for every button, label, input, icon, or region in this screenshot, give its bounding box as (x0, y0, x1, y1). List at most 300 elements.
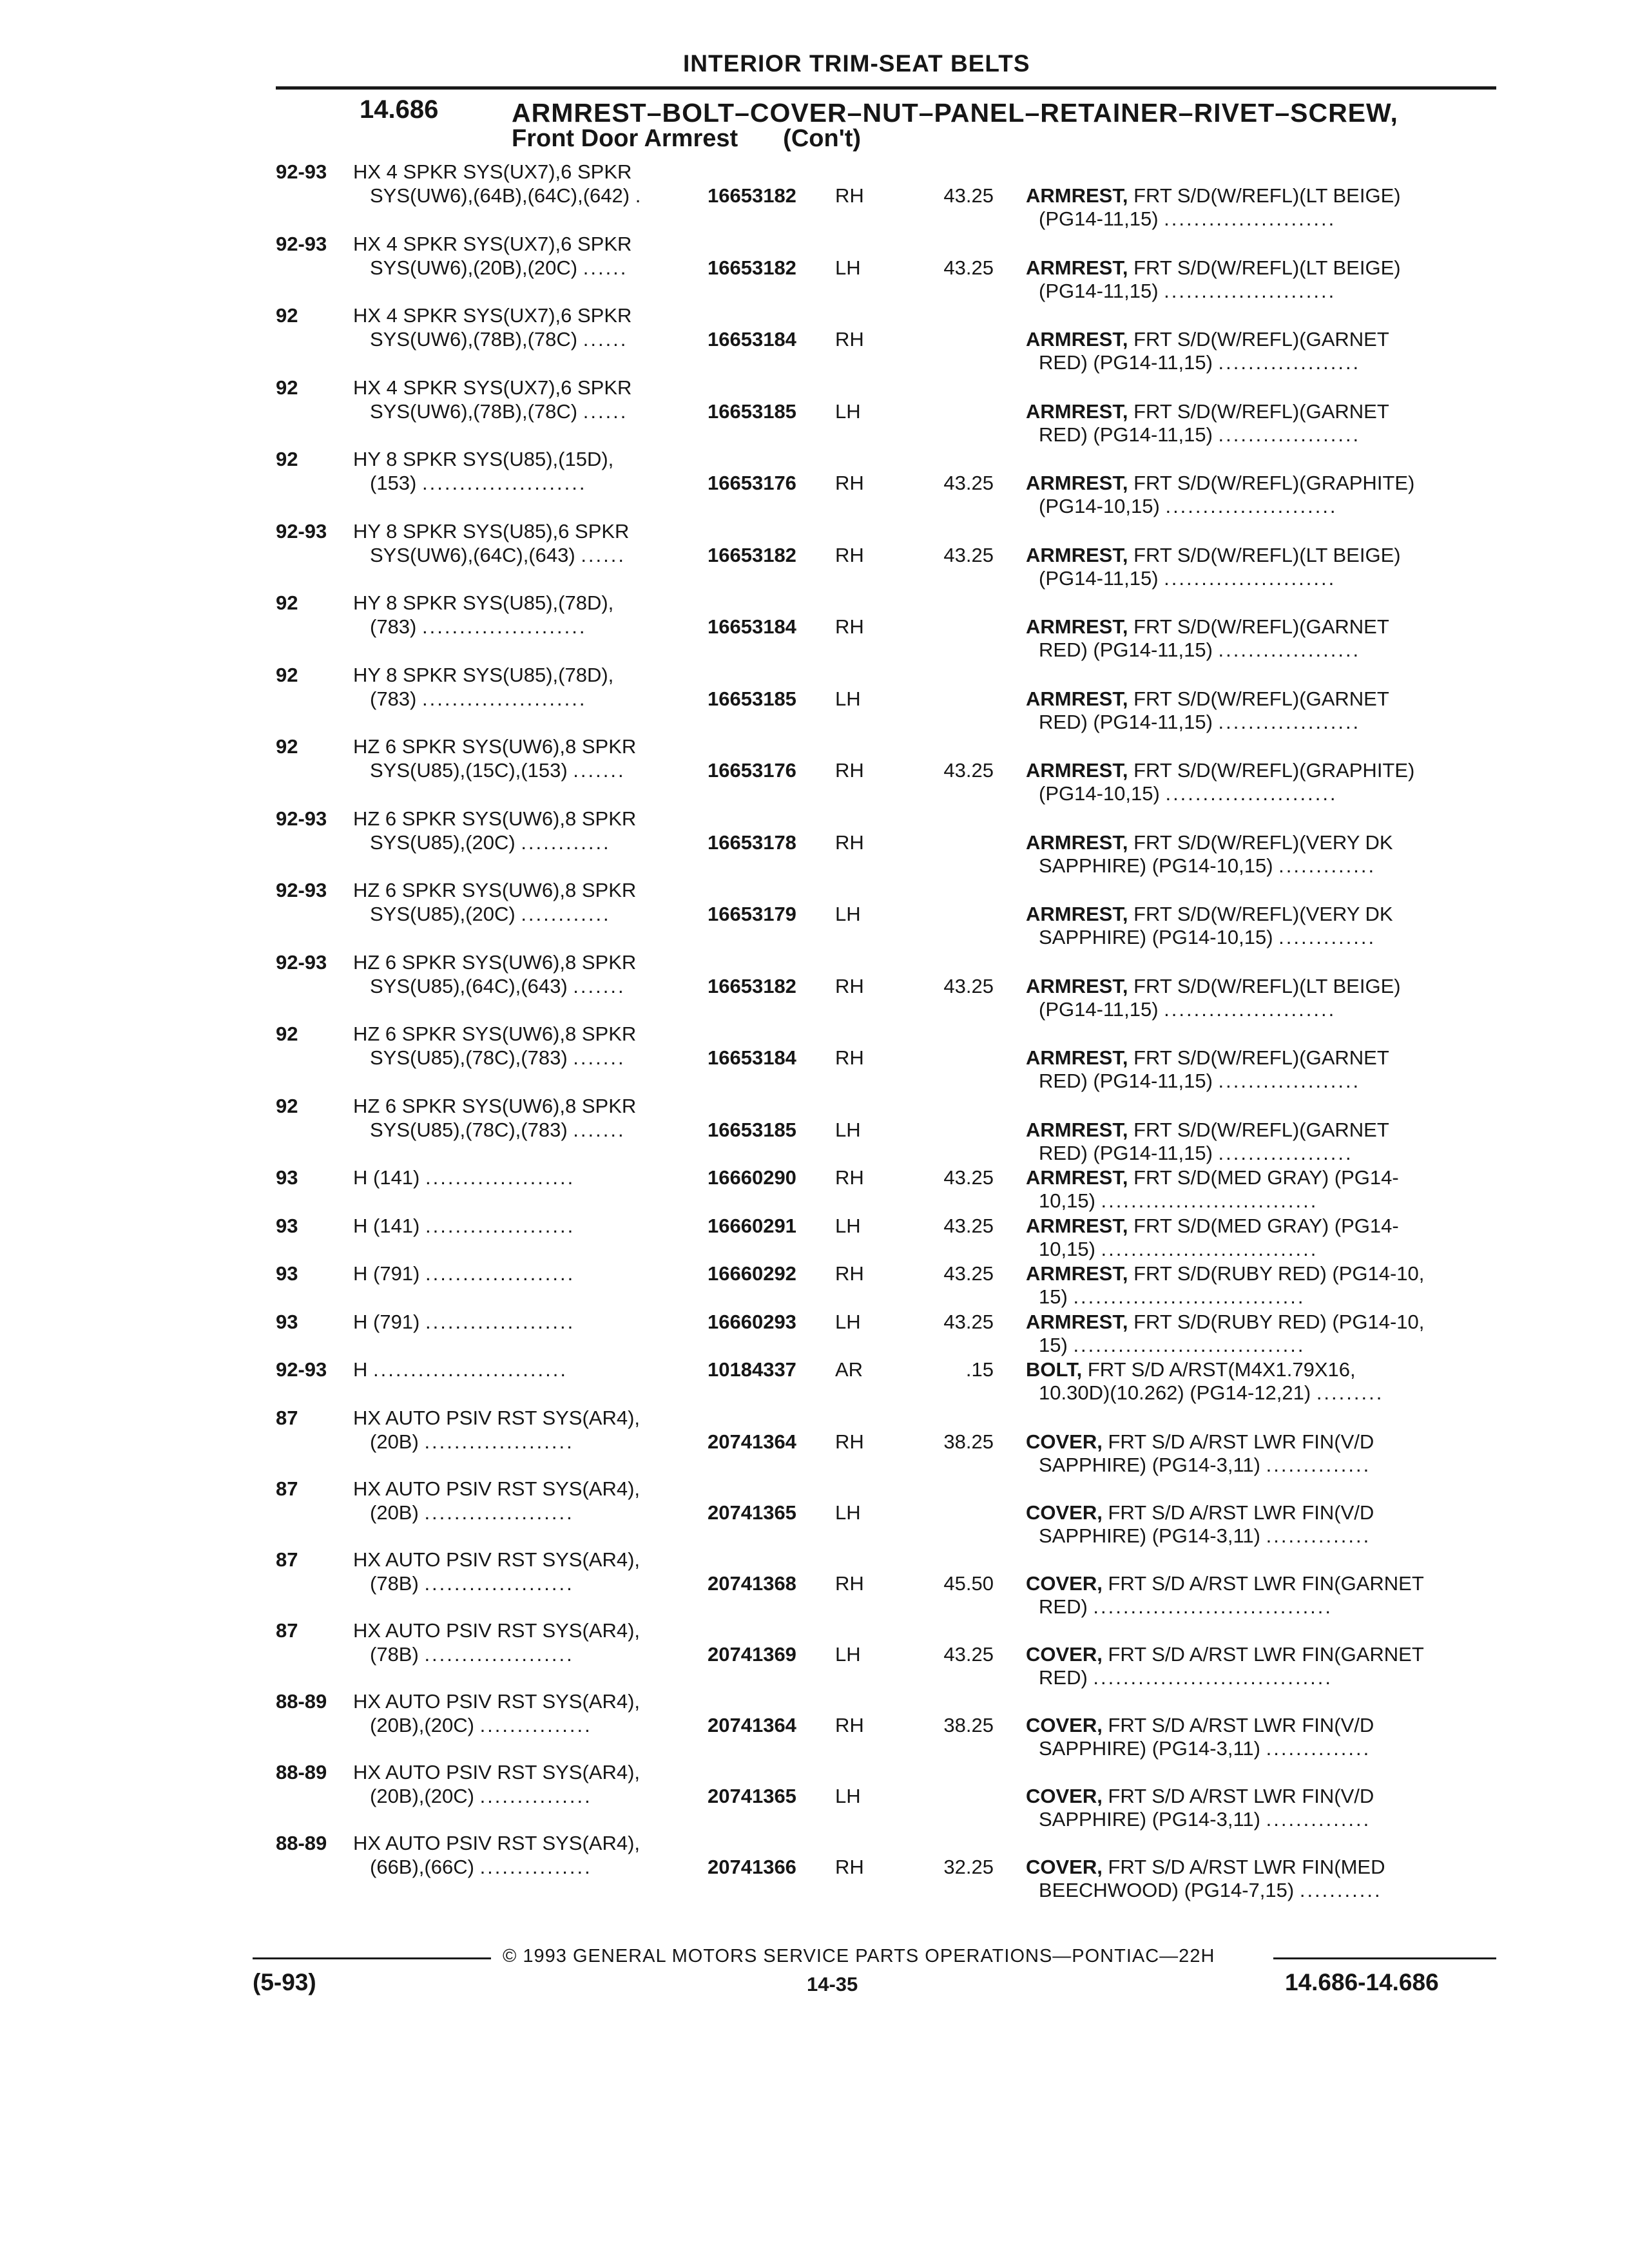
entry-description-text: H (141) (353, 1214, 420, 1237)
entry-year: 92-93 (276, 950, 327, 974)
entry-part-name-line1 (1026, 543, 1401, 567)
entry-year: 87 (276, 1619, 298, 1642)
entry-part-name-line2 (1039, 1666, 1333, 1689)
leader-dots: ....... (573, 974, 626, 997)
entry-side: LH (835, 1784, 861, 1807)
entry-part-name-line2 (1039, 1878, 1382, 1902)
entry-quantity: 43.25 (943, 184, 994, 207)
entry-description-line2 (370, 1430, 574, 1454)
entry-side: RH (835, 184, 864, 207)
entry-part-spec: FRT S/D(W/REFL)(VERY DK (1128, 903, 1393, 925)
entry-part-number: 16653182 (708, 543, 796, 566)
leader-dots: . (635, 184, 643, 207)
entry-part-name-line1 (1026, 1046, 1389, 1070)
entry-part-name: ARMREST, (1026, 1214, 1128, 1237)
entry-description-text: (783) (370, 687, 417, 710)
leader-dots: ....................... (1164, 997, 1336, 1021)
entry-side: LH (835, 1642, 861, 1666)
entry-description-text: HY 8 SPKR SYS(U85),(78D), (353, 591, 614, 614)
entry-year: 88-89 (276, 1760, 327, 1783)
entry-description-line1 (353, 878, 636, 902)
entry-part-number: 16653184 (708, 615, 796, 638)
entry-description-line2 (370, 1571, 574, 1595)
entry-description-line1 (353, 1094, 636, 1118)
entry-description-line1 (353, 1406, 640, 1430)
entry-side: LH (835, 1214, 861, 1237)
entry-part-spec-cont: (PG14-11,15) (1039, 207, 1159, 230)
entry-part-number: 20741364 (708, 1430, 796, 1453)
section-subtitle-continued: (Con't) (783, 125, 862, 152)
entry-description-text: HZ 6 SPKR SYS(UW6),8 SPKR (353, 1023, 637, 1045)
entry-quantity: 38.25 (943, 1430, 994, 1453)
entry-part-spec-cont: RED) (PG14-11,15) (1039, 639, 1213, 661)
entry-description-text: SYS(UW6),(20B),(20C) (370, 256, 578, 279)
entry-year: 92-93 (276, 519, 327, 543)
entry-description-line2 (370, 399, 628, 423)
entry-part-spec-cont: RED) (PG14-11,15) (1039, 351, 1213, 374)
entry-year: 93 (276, 1214, 298, 1237)
entry-part-spec: FRT S/D A/RST LWR FIN(V/D (1102, 1430, 1374, 1453)
leader-dots: ...... (581, 543, 626, 566)
entry-part-name-line1 (1026, 758, 1414, 782)
leader-dots: ...... (583, 256, 628, 279)
entry-description-line1 (353, 1166, 575, 1189)
footer-section-range: 14.686-14.686 (1285, 1969, 1439, 1995)
leader-dots: ...... (583, 399, 628, 423)
entry-description-text: SYS(U85),(20C) (370, 903, 516, 925)
entry-quantity: 32.25 (943, 1855, 994, 1878)
entry-description-line1 (353, 160, 631, 184)
entry-part-name: ARMREST, (1026, 543, 1128, 566)
entry-part-name: ARMREST, (1026, 903, 1128, 925)
entry-side: RH (835, 543, 864, 566)
entry-part-name-line2 (1039, 1807, 1371, 1831)
entry-part-name: ARMREST, (1026, 1310, 1128, 1333)
leader-dots: ............... (479, 1784, 592, 1807)
entry-part-name-line2 (1039, 782, 1338, 805)
entry-description-line2 (370, 687, 586, 711)
entry-description-line2 (370, 471, 586, 495)
entry-description-text: H (141) (353, 1166, 420, 1189)
entry-description-text: SYS(U85),(78C),(783) (370, 1046, 568, 1069)
entry-part-spec-cont: 15) (1039, 1285, 1068, 1308)
entry-part-number: 20741365 (708, 1501, 796, 1524)
entry-year: 92-93 (276, 879, 327, 901)
entry-part-name: ARMREST, (1026, 759, 1128, 782)
entry-part-spec: FRT S/D(W/REFL)(GARNET (1128, 399, 1389, 423)
entry-description-line2 (370, 1501, 574, 1524)
leader-dots: .................... (425, 1214, 575, 1237)
entry-part-name-line1 (1026, 1713, 1374, 1737)
entry-description-line2 (370, 902, 611, 926)
entry-part-spec-cont: RED) (1039, 1595, 1088, 1618)
entry-description-text: HX 4 SPKR SYS(UX7),6 SPKR (353, 232, 632, 255)
entry-part-number: 16653185 (708, 687, 796, 710)
entry-part-number: 16653185 (708, 1118, 796, 1141)
entry-part-spec: FRT S/D(W/REFL)(GARNET (1128, 615, 1389, 638)
entry-description-text: HZ 6 SPKR SYS(UW6),8 SPKR (353, 1094, 637, 1117)
entry-part-name-line2 (1039, 566, 1336, 590)
entry-part-name-line2 (1039, 710, 1360, 734)
entry-part-name: ARMREST, (1026, 687, 1128, 710)
leader-dots: ....................... (1164, 566, 1336, 590)
leader-dots: .............. (1266, 1524, 1371, 1547)
entry-part-name: COVER, (1026, 1501, 1103, 1524)
entry-year: 92 (276, 591, 298, 614)
leader-dots: .................... (424, 1501, 574, 1524)
entry-part-name-line1 (1026, 974, 1401, 998)
entry-part-name-line1 (1026, 1358, 1356, 1381)
entry-part-number: 20741364 (708, 1713, 796, 1736)
entry-side: RH (835, 1430, 864, 1453)
entry-part-number: 16653182 (708, 974, 796, 997)
entry-part-spec-cont: (PG14-10,15) (1039, 782, 1160, 805)
entry-part-spec: FRT S/D(W/REFL)(GRAPHITE) (1128, 472, 1415, 494)
entry-part-name-line2 (1039, 1524, 1371, 1548)
entry-description-text: HY 8 SPKR SYS(U85),6 SPKR (353, 519, 630, 543)
entry-part-spec-cont: 10.30D)(10.262) (PG14-12,21) (1039, 1381, 1311, 1404)
entry-quantity: 43.25 (943, 974, 994, 997)
footer-rule-left (253, 1957, 491, 1959)
entry-part-spec: FRT S/D(W/REFL)(LT BEIGE) (1128, 543, 1401, 566)
entry-year: 93 (276, 1166, 298, 1189)
entry-part-number: 16660290 (708, 1166, 796, 1189)
entry-part-number: 20741368 (708, 1571, 796, 1595)
entry-description-line2 (370, 543, 626, 567)
entry-part-name-line1 (1026, 1855, 1385, 1879)
entry-part-name-line2 (1039, 423, 1360, 447)
entry-description-line2 (370, 256, 628, 280)
entry-part-name-line2 (1039, 997, 1336, 1021)
entry-part-number: 16653182 (708, 184, 796, 207)
entry-part-spec: FRT S/D(RUBY RED) (PG14-10, (1128, 1262, 1425, 1285)
entry-description-text: HX AUTO PSIV RST SYS(AR4), (353, 1831, 641, 1854)
entry-side: RH (835, 974, 864, 997)
entry-part-spec: FRT S/D(W/REFL)(GARNET (1128, 328, 1389, 351)
entry-side: RH (835, 1262, 864, 1285)
entry-part-spec-cont: (PG14-11,15) (1039, 279, 1159, 302)
entry-part-spec-cont: RED) (PG14-11,15) (1039, 423, 1213, 446)
entry-description-line2 (370, 974, 626, 998)
entry-part-spec-cont: 15) (1039, 1333, 1068, 1356)
entry-description-text: HY 8 SPKR SYS(U85),(78D), (353, 663, 614, 686)
entry-side: RH (835, 1855, 864, 1878)
entry-part-number: 16653176 (708, 472, 796, 494)
footer-page-number: 14-35 (807, 1973, 858, 1995)
entry-part-name-line1 (1026, 1430, 1374, 1454)
leader-dots: ......... (1316, 1381, 1384, 1404)
entry-part-name-line2 (1039, 1189, 1318, 1213)
leader-dots: ............. (1278, 926, 1376, 948)
entry-part-name: ARMREST, (1026, 328, 1128, 351)
entry-part-name-line2 (1039, 925, 1376, 949)
entry-part-spec: FRT S/D(W/REFL)(GARNET (1128, 1046, 1389, 1069)
entry-part-number: 20741369 (708, 1642, 796, 1666)
leader-dots: .................... (424, 1642, 574, 1666)
entry-part-name-line1 (1026, 1642, 1424, 1666)
entry-quantity: 38.25 (943, 1713, 994, 1736)
entry-part-spec: FRT S/D(RUBY RED) (PG14-10, (1128, 1310, 1425, 1333)
entry-part-name-line1 (1026, 1214, 1399, 1238)
entry-part-spec-cont: (PG14-11,15) (1039, 997, 1159, 1021)
entry-part-name: ARMREST, (1026, 1046, 1128, 1069)
entry-description-text: SYS(UW6),(78B),(78C) (370, 328, 578, 351)
leader-dots: ....... (573, 1046, 626, 1069)
entry-part-name-line1 (1026, 184, 1401, 207)
footer-copyright: © 1993 GENERAL MOTORS SERVICE PARTS OPERATIONS—PONTIAC—22H (503, 1946, 1215, 1966)
entry-description-line1 (353, 1548, 640, 1571)
entry-part-name: ARMREST, (1026, 1166, 1128, 1189)
entry-description-text: SYS(UW6),(64C),(643) (370, 543, 575, 566)
entry-part-name-line1 (1026, 1262, 1424, 1285)
entry-part-name-line2 (1039, 854, 1376, 878)
leader-dots: .................. (1218, 1141, 1353, 1164)
entry-description-text: HX AUTO PSIV RST SYS(AR4), (353, 1477, 641, 1500)
entry-part-spec-cont: RED) (1039, 1666, 1088, 1689)
entry-part-name: COVER, (1026, 1855, 1103, 1878)
entry-year: 92-93 (276, 160, 327, 183)
footer-date-code: (5-93) (253, 1969, 316, 1995)
entry-description-line2 (370, 1118, 626, 1142)
leader-dots: .................... (425, 1166, 575, 1189)
entry-part-spec: FRT S/D A/RST LWR FIN(V/D (1102, 1713, 1374, 1736)
entry-description-line1 (353, 1619, 640, 1642)
entry-part-spec-cont: SAPPHIRE) (PG14-10,15) (1039, 926, 1273, 948)
entry-description-text: (78B) (370, 1642, 419, 1666)
entry-part-name-line2 (1039, 1453, 1371, 1477)
entry-part-name: COVER, (1026, 1784, 1103, 1807)
entry-side: LH (835, 1118, 861, 1141)
entry-part-spec-cont: (PG14-10,15) (1039, 495, 1160, 517)
entry-part-spec-cont: SAPPHIRE) (PG14-3,11) (1039, 1807, 1260, 1831)
entry-description-line1 (353, 1760, 640, 1784)
leader-dots: .............. (1266, 1453, 1371, 1476)
entry-part-name-line1 (1026, 1166, 1399, 1189)
entry-description-text: (20B) (370, 1430, 419, 1453)
entry-part-spec-cont: (PG14-11,15) (1039, 566, 1159, 590)
entry-description-line2 (370, 1784, 592, 1808)
entry-part-name: COVER, (1026, 1430, 1103, 1453)
leader-dots: ...................... (422, 472, 587, 494)
entry-description-text: HZ 6 SPKR SYS(UW6),8 SPKR (353, 950, 637, 974)
entry-description-line1 (353, 1689, 640, 1713)
entry-side: RH (835, 759, 864, 782)
entry-description-line1 (353, 1214, 575, 1238)
leader-dots: ....................... (1165, 782, 1338, 805)
entry-description-text: HX 4 SPKR SYS(UX7),6 SPKR (353, 304, 632, 327)
entry-part-name-line2 (1039, 1285, 1305, 1309)
entry-part-number: 20741365 (708, 1784, 796, 1807)
entry-part-name-line1 (1026, 687, 1389, 711)
entry-part-spec: FRT S/D(W/REFL)(GARNET (1128, 1118, 1389, 1141)
leader-dots: ....... (573, 1118, 626, 1141)
entry-part-name-line2 (1039, 1595, 1333, 1619)
entry-part-spec-cont: SAPPHIRE) (PG14-10,15) (1039, 854, 1273, 877)
entry-part-name-line1 (1026, 1784, 1374, 1808)
entry-part-name: ARMREST, (1026, 184, 1128, 207)
entry-description-line1 (353, 376, 631, 399)
leader-dots: .............. (1266, 1736, 1371, 1760)
entry-part-spec: FRT S/D(W/REFL)(LT BEIGE) (1128, 256, 1401, 279)
leader-dots: ...... (583, 328, 628, 351)
entry-year: 87 (276, 1548, 298, 1571)
leader-dots: ............................. (1101, 1189, 1318, 1212)
entry-year: 92 (276, 735, 298, 758)
footer-rule-right (1273, 1957, 1496, 1959)
entry-part-spec: FRT S/D A/RST(M4X1.79X16, (1082, 1358, 1356, 1381)
entry-side: RH (835, 831, 864, 854)
entry-quantity: 43.25 (943, 256, 994, 279)
entry-description-line2 (370, 1642, 574, 1666)
entry-part-name-line2 (1039, 638, 1360, 662)
entry-part-name-line1 (1026, 1310, 1424, 1334)
entry-description-line2 (370, 758, 626, 782)
leader-dots: ............ (521, 831, 611, 854)
entry-part-name-line1 (1026, 327, 1389, 351)
entry-side: AR (835, 1358, 863, 1381)
entry-side: LH (835, 1501, 861, 1524)
entry-side: RH (835, 1713, 864, 1736)
leader-dots: ....... (573, 759, 626, 782)
entry-quantity: 43.25 (943, 759, 994, 782)
leader-dots: ...................... (422, 687, 587, 710)
entry-description-line1 (353, 735, 636, 758)
leader-dots: ....................... (1165, 495, 1338, 517)
leader-dots: .................... (425, 1262, 575, 1285)
leader-dots: ............... (479, 1855, 592, 1878)
entry-description-text: H (791) (353, 1310, 420, 1333)
entry-part-number: 16653185 (708, 399, 796, 423)
entry-part-name: COVER, (1026, 1642, 1103, 1666)
entry-description-line2 (370, 184, 642, 207)
entry-description-line2 (370, 831, 611, 854)
entry-year: 92 (276, 663, 298, 686)
entry-part-name-line2 (1039, 351, 1360, 374)
entry-part-number: 16653184 (708, 328, 796, 351)
entry-side: RH (835, 1571, 864, 1595)
entry-description-line1 (353, 232, 631, 256)
header-rule (276, 86, 1496, 90)
section-number: 14.686 (360, 95, 439, 124)
entry-part-spec: FRT S/D A/RST LWR FIN(V/D (1102, 1501, 1374, 1524)
entry-part-name: ARMREST, (1026, 399, 1128, 423)
entry-description-text: SYS(U85),(20C) (370, 831, 516, 854)
entry-part-spec-cont: RED) (PG14-11,15) (1039, 1141, 1213, 1164)
leader-dots: ................... (1218, 423, 1361, 446)
entry-description-text: SYS(UW6),(64B),(64C),(642) (370, 184, 630, 207)
entry-description-text: HZ 6 SPKR SYS(UW6),8 SPKR (353, 879, 637, 901)
entry-side: LH (835, 903, 861, 925)
leader-dots: .............. (1266, 1807, 1371, 1831)
entry-part-name-line1 (1026, 256, 1401, 280)
entry-part-spec-cont: RED) (PG14-11,15) (1039, 1070, 1213, 1092)
entry-part-number: 16653179 (708, 903, 796, 925)
entry-part-name-line1 (1026, 1118, 1389, 1142)
entry-part-name-line1 (1026, 615, 1389, 639)
entry-quantity: 43.25 (943, 1166, 994, 1189)
entry-quantity: .15 (965, 1358, 994, 1381)
leader-dots: .................... (424, 1430, 574, 1453)
entry-part-spec-cont: RED) (PG14-11,15) (1039, 710, 1213, 733)
entry-quantity: 43.25 (943, 1642, 994, 1666)
leader-dots: ....................... (1164, 279, 1336, 302)
entry-description-text: HX AUTO PSIV RST SYS(AR4), (353, 1619, 641, 1642)
leader-dots: ............. (1278, 854, 1376, 877)
entry-quantity: 43.25 (943, 1262, 994, 1285)
entry-description-line1 (353, 1358, 568, 1381)
entry-description-text: SYS(U85),(64C),(643) (370, 974, 568, 997)
entry-side: LH (835, 687, 861, 710)
page-header-title: INTERIOR TRIM-SEAT BELTS (683, 50, 1030, 77)
entry-part-name: ARMREST, (1026, 615, 1128, 638)
entry-part-spec-cont: SAPPHIRE) (PG14-3,11) (1039, 1524, 1260, 1547)
entry-description-line1 (353, 1022, 636, 1046)
entry-year: 92 (276, 1023, 298, 1045)
entry-part-name-line2 (1039, 1141, 1353, 1165)
entry-description-line2 (370, 1713, 592, 1737)
entry-description-text: HX AUTO PSIV RST SYS(AR4), (353, 1406, 641, 1429)
leader-dots: ................................ (1093, 1595, 1333, 1618)
entry-part-number: 16660292 (708, 1262, 796, 1285)
entry-description-text: SYS(U85),(78C),(783) (370, 1118, 568, 1141)
entry-part-number: 16660293 (708, 1310, 796, 1333)
entry-year: 92 (276, 304, 298, 327)
entry-part-name: COVER, (1026, 1713, 1103, 1736)
entry-description-text: HZ 6 SPKR SYS(UW6),8 SPKR (353, 735, 637, 758)
entry-description-line2 (370, 615, 586, 639)
entry-description-line2 (370, 1046, 626, 1070)
entry-part-number: 10184337 (708, 1358, 796, 1381)
entry-part-number: 16660291 (708, 1214, 796, 1237)
entry-description-text: (20B),(20C) (370, 1784, 474, 1807)
entry-year: 93 (276, 1262, 298, 1285)
entry-part-name-line2 (1039, 207, 1336, 231)
entry-part-spec-cont: SAPPHIRE) (PG14-3,11) (1039, 1736, 1260, 1760)
leader-dots: ................... (1218, 351, 1361, 374)
entry-quantity: 43.25 (943, 472, 994, 494)
entry-part-number: 16653176 (708, 759, 796, 782)
entry-description-text: HX AUTO PSIV RST SYS(AR4), (353, 1689, 641, 1713)
entry-part-spec-cont: BEECHWOOD) (PG14-7,15) (1039, 1878, 1295, 1901)
entry-description-text: SYS(UW6),(78B),(78C) (370, 399, 578, 423)
entry-description-text: HX 4 SPKR SYS(UX7),6 SPKR (353, 376, 632, 399)
entry-part-number: 16653184 (708, 1046, 796, 1069)
entry-side: LH (835, 256, 861, 279)
entry-part-number: 16653182 (708, 256, 796, 279)
entry-part-spec: FRT S/D(MED GRAY) (PG14- (1128, 1166, 1399, 1189)
entry-part-spec: FRT S/D(W/REFL)(GARNET (1128, 687, 1389, 710)
entry-part-name: ARMREST, (1026, 1262, 1128, 1285)
entry-part-spec: FRT S/D A/RST LWR FIN(MED (1102, 1855, 1385, 1878)
entry-year: 92-93 (276, 1358, 327, 1381)
entry-description-line1 (353, 591, 613, 615)
entry-part-name: ARMREST, (1026, 1118, 1128, 1141)
entry-description-line1 (353, 1310, 575, 1334)
entry-description-text: H (353, 1358, 368, 1381)
entry-part-spec: FRT S/D(W/REFL)(VERY DK (1128, 831, 1393, 854)
entry-description-text: SYS(U85),(15C),(153) (370, 759, 568, 782)
entry-description-text: HX 4 SPKR SYS(UX7),6 SPKR (353, 160, 632, 183)
entry-part-name-line1 (1026, 399, 1389, 423)
entry-part-name-line2 (1039, 494, 1338, 518)
entry-description-line2 (370, 327, 628, 351)
entry-year: 88-89 (276, 1689, 327, 1713)
entry-part-name: ARMREST, (1026, 256, 1128, 279)
leader-dots: ................... (1218, 710, 1361, 733)
entry-part-name: ARMREST, (1026, 472, 1128, 494)
entry-description-line1 (353, 950, 636, 974)
leader-dots: ........... (1299, 1878, 1382, 1901)
